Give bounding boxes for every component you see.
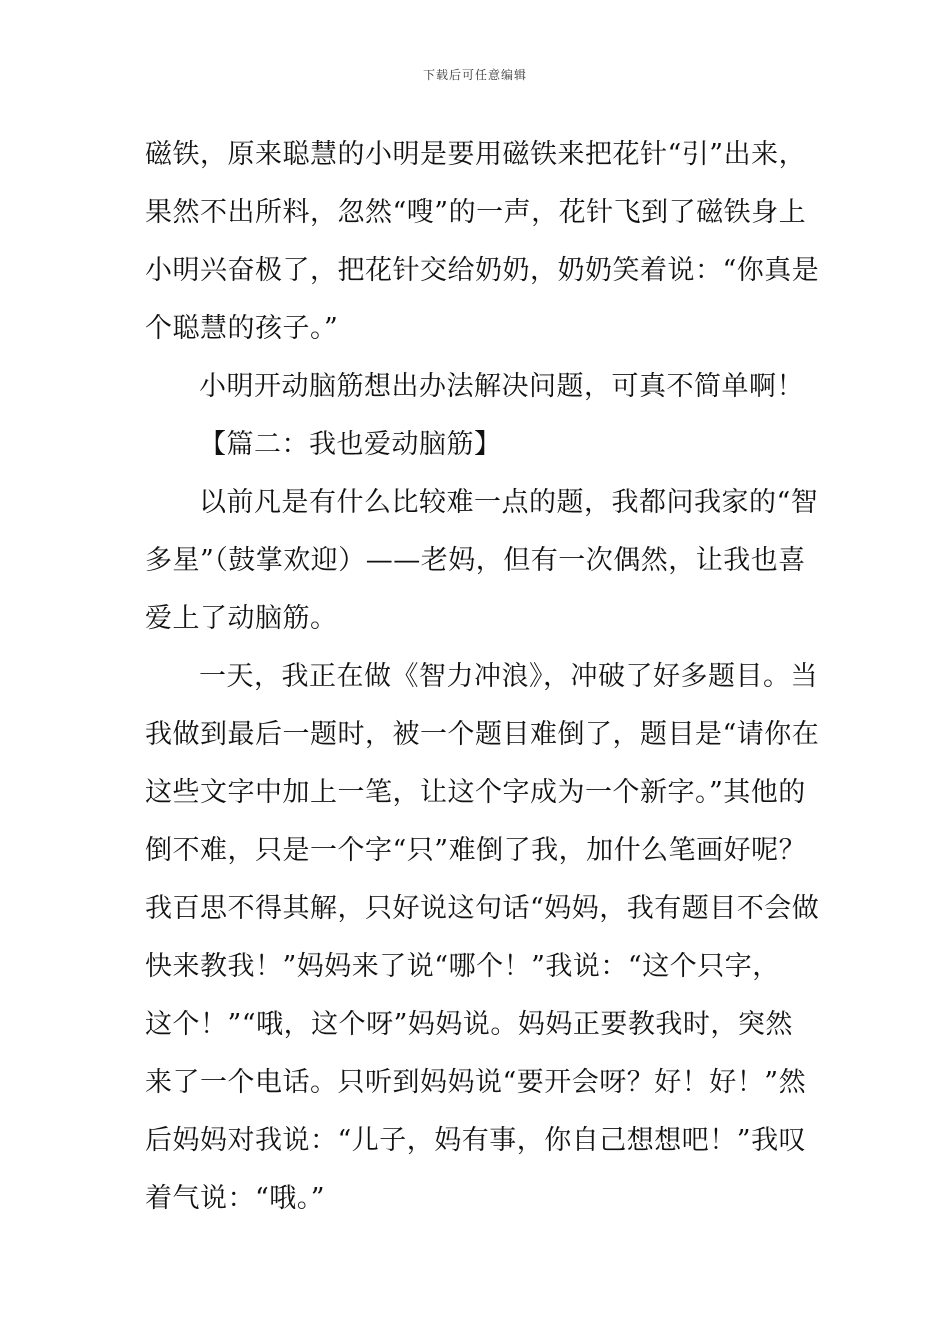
text-line: 我做到最后一题时，被一个题目难倒了，题目是“请你在	[145, 719, 820, 750]
text-line: 这个！”“哦，这个呀”妈妈说。妈妈正要教我时，突然	[145, 1009, 793, 1040]
text-line: 我百思不得其解，只好说这句话“妈妈，我有题目不会做	[145, 893, 820, 924]
text-line: 这些文字中加上一笔，让这个字成为一个新字。”其他的	[145, 777, 806, 808]
text-line: 小明开动脑筋想出办法解决问题，可真不简单啊！	[199, 371, 804, 402]
text-line: 着气说：“哦。”	[145, 1183, 326, 1214]
text-line: 来了一个电话。只听到妈妈说“要开会呀？好！好！”然	[145, 1067, 807, 1098]
text-line: 倒不难，只是一个字“只”难倒了我，加什么笔画好呢？	[145, 835, 807, 866]
text-line: 爱上了动脑筋。	[145, 603, 338, 634]
text-line: 多星”（鼓掌欢迎）——老妈，但有一次偶然，让我也喜	[145, 545, 806, 576]
text-line: 个聪慧的孩子。”	[145, 313, 339, 344]
header-note: 下载后可任意编辑	[422, 68, 527, 82]
text-line: 以前凡是有什么比较难一点的题，我都问我家的“智	[199, 487, 819, 518]
body-text	[145, 126, 820, 1228]
text-line: 后妈妈对我说：“儿子，妈有事，你自己想想吧！”我叹	[145, 1125, 807, 1156]
text-line: 小明兴奋极了，把花针交给奶奶，奶奶笑着说：“你真是	[145, 255, 820, 286]
section-heading: 【篇二：我也爱动脑筋】	[199, 429, 502, 460]
text-line: 一天，我正在做《智力冲浪》，冲破了好多题目。当	[199, 661, 818, 692]
text-line: 磁铁，原来聪慧的小明是要用磁铁来把花针“引”出来，	[145, 139, 807, 170]
text-line: 果然不出所料，忽然“嗖”的一声，花针飞到了磁铁身上	[145, 197, 807, 228]
text-line: 快来教我！”妈妈来了说“哪个！”我说：“这个只字，	[145, 951, 780, 982]
